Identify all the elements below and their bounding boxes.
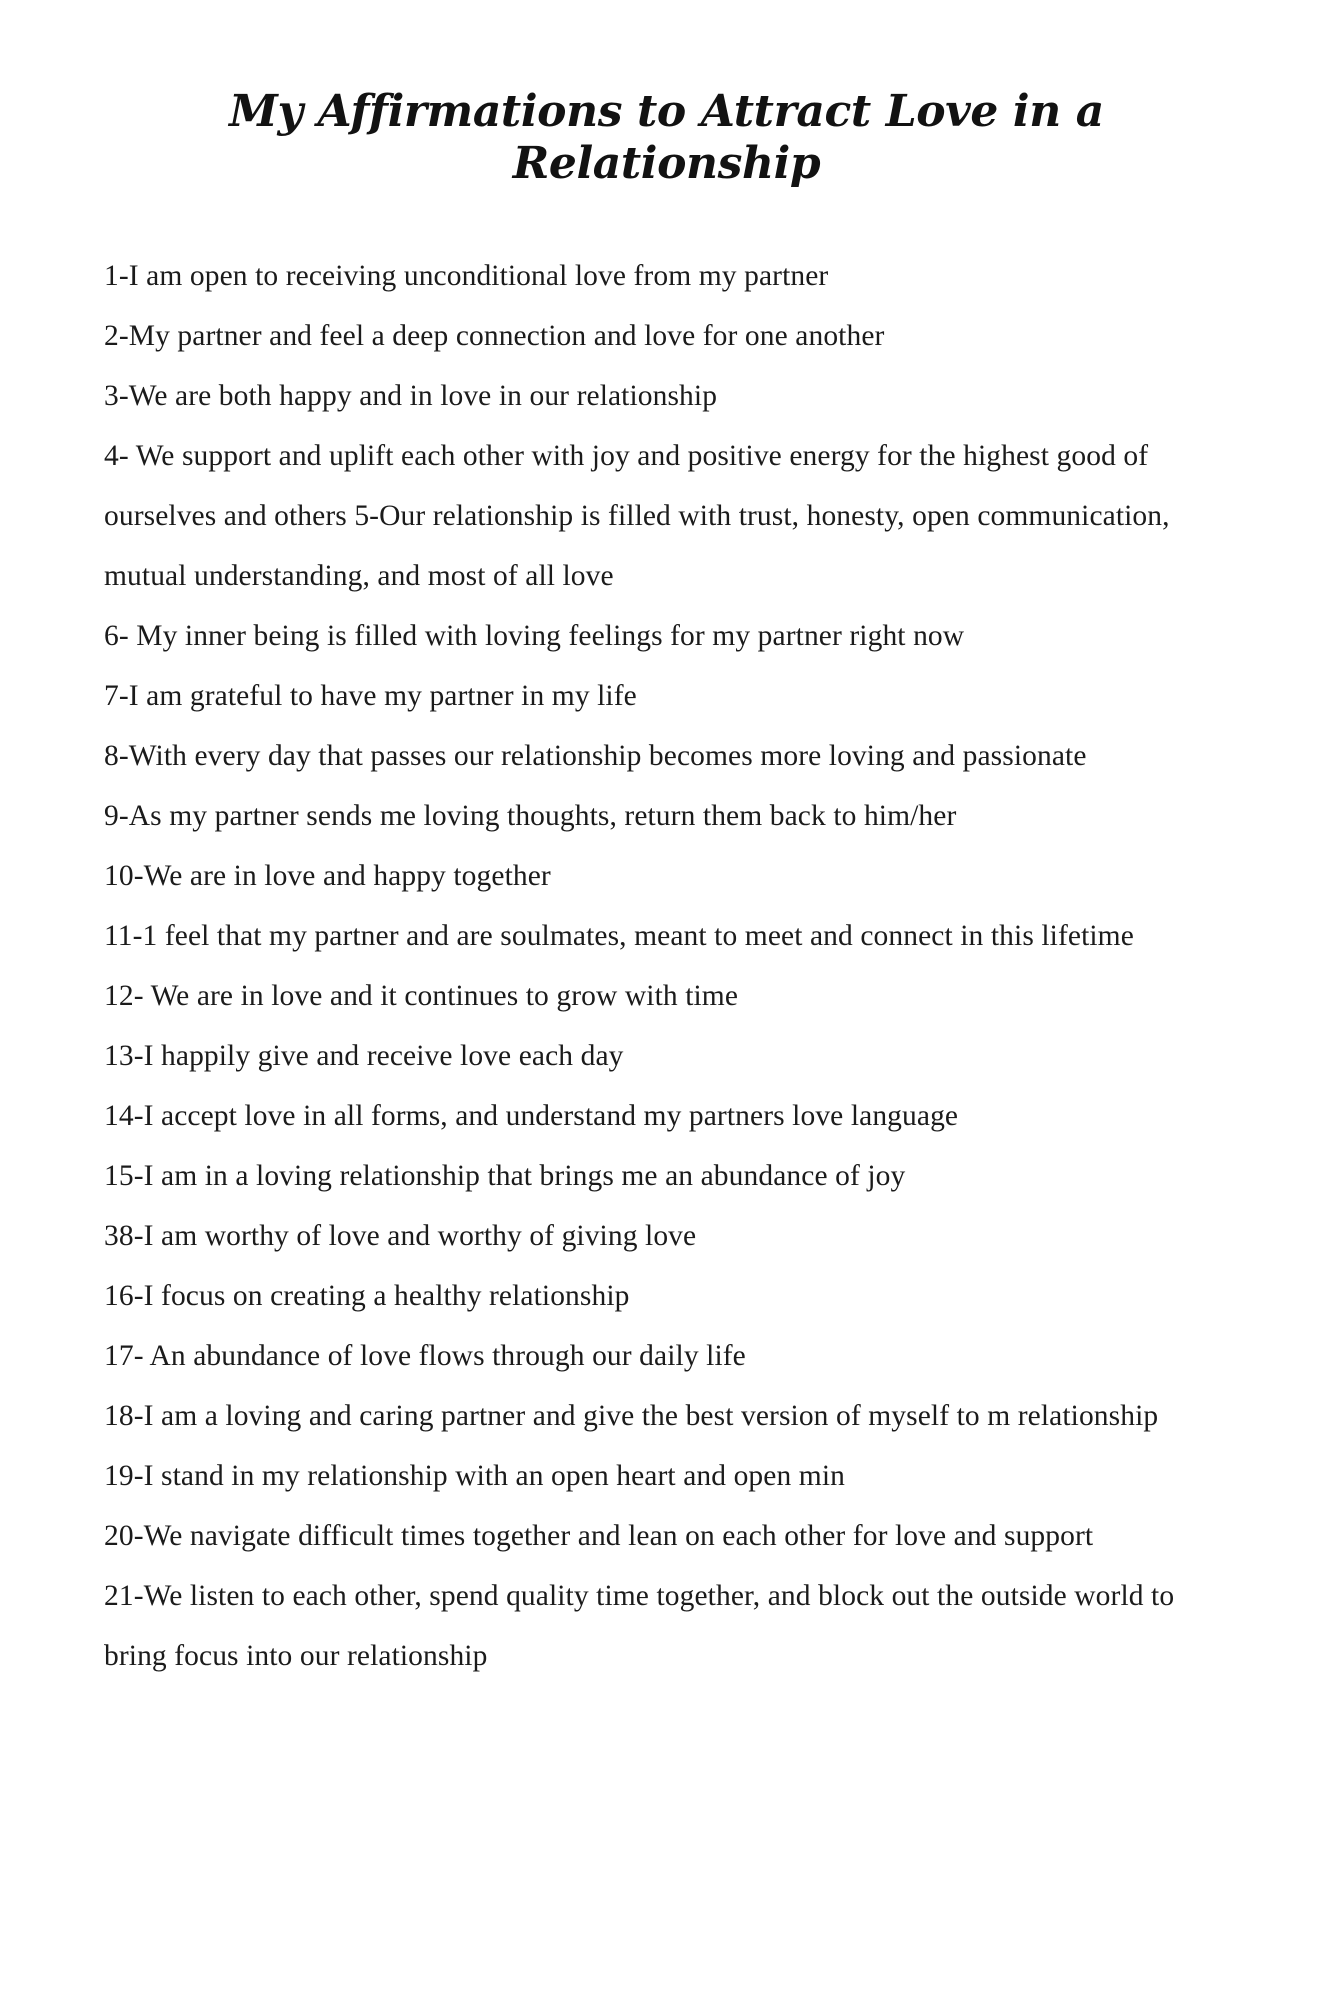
list-item: 7-I am grateful to have my partner in my life [104,679,637,712]
list-item: 38-I am worthy of love and worthy of giving love [104,1219,697,1252]
list-item: 16-I focus on creating a healthy relationship [104,1279,630,1312]
list-item: 20-We navigate difficult times together and lean on each other for love and support [104,1519,1094,1552]
list-item: 12- We are in love and it continues to grow with time [104,979,739,1012]
list-item: 19-I stand in my relationship with an open heart and open min [104,1459,845,1492]
list-item: 10-We are in love and happy together [104,859,551,892]
list-item: 14-I accept love in all forms, and understand my partners love language [104,1099,959,1132]
list-item: 21-We listen to each other, spend quality time together, and block out the outside world to bring focus into our relationship [104,1579,1175,1672]
list-item: 1-I am open to receiving unconditional love from my partner [104,259,829,292]
list-item: 15-I am in a loving relationship that brings me an abundance of joy [104,1159,906,1192]
list-item: 3-We are both happy and in love in our relationship [104,379,718,412]
list-item: 2-My partner and feel a deep connection and love for one another [104,319,885,352]
list-item: 8-With every day that passes our relationship becomes more loving and passionate [104,739,1087,772]
list-item: 9-As my partner sends me loving thoughts, return them back to him/her [104,799,957,832]
list-item: 13-I happily give and receive love each day [104,1039,624,1072]
list-item: 6- My inner being is filled with loving feelings for my partner right now [104,619,965,652]
list-item: 17- An abundance of love flows through our daily life [104,1339,746,1372]
list-item: 11-1 feel that my partner and are soulmates, meant to meet and connect in this lifetime [104,919,1134,952]
page-title: My Affirmations to Attract Love in a Relationship [229,86,1104,189]
list-item: 18-I am a loving and caring partner and give the best version of myself to m relationship [104,1399,1159,1432]
list-item: 4- We support and uplift each other with joy and positive energy for the highest good of ourselves and others 5-Our relationship is filled with trust, honesty, open communication, mutual understanding, and most of all love [104,439,1170,592]
affirmations-list [104,246,1229,1686]
